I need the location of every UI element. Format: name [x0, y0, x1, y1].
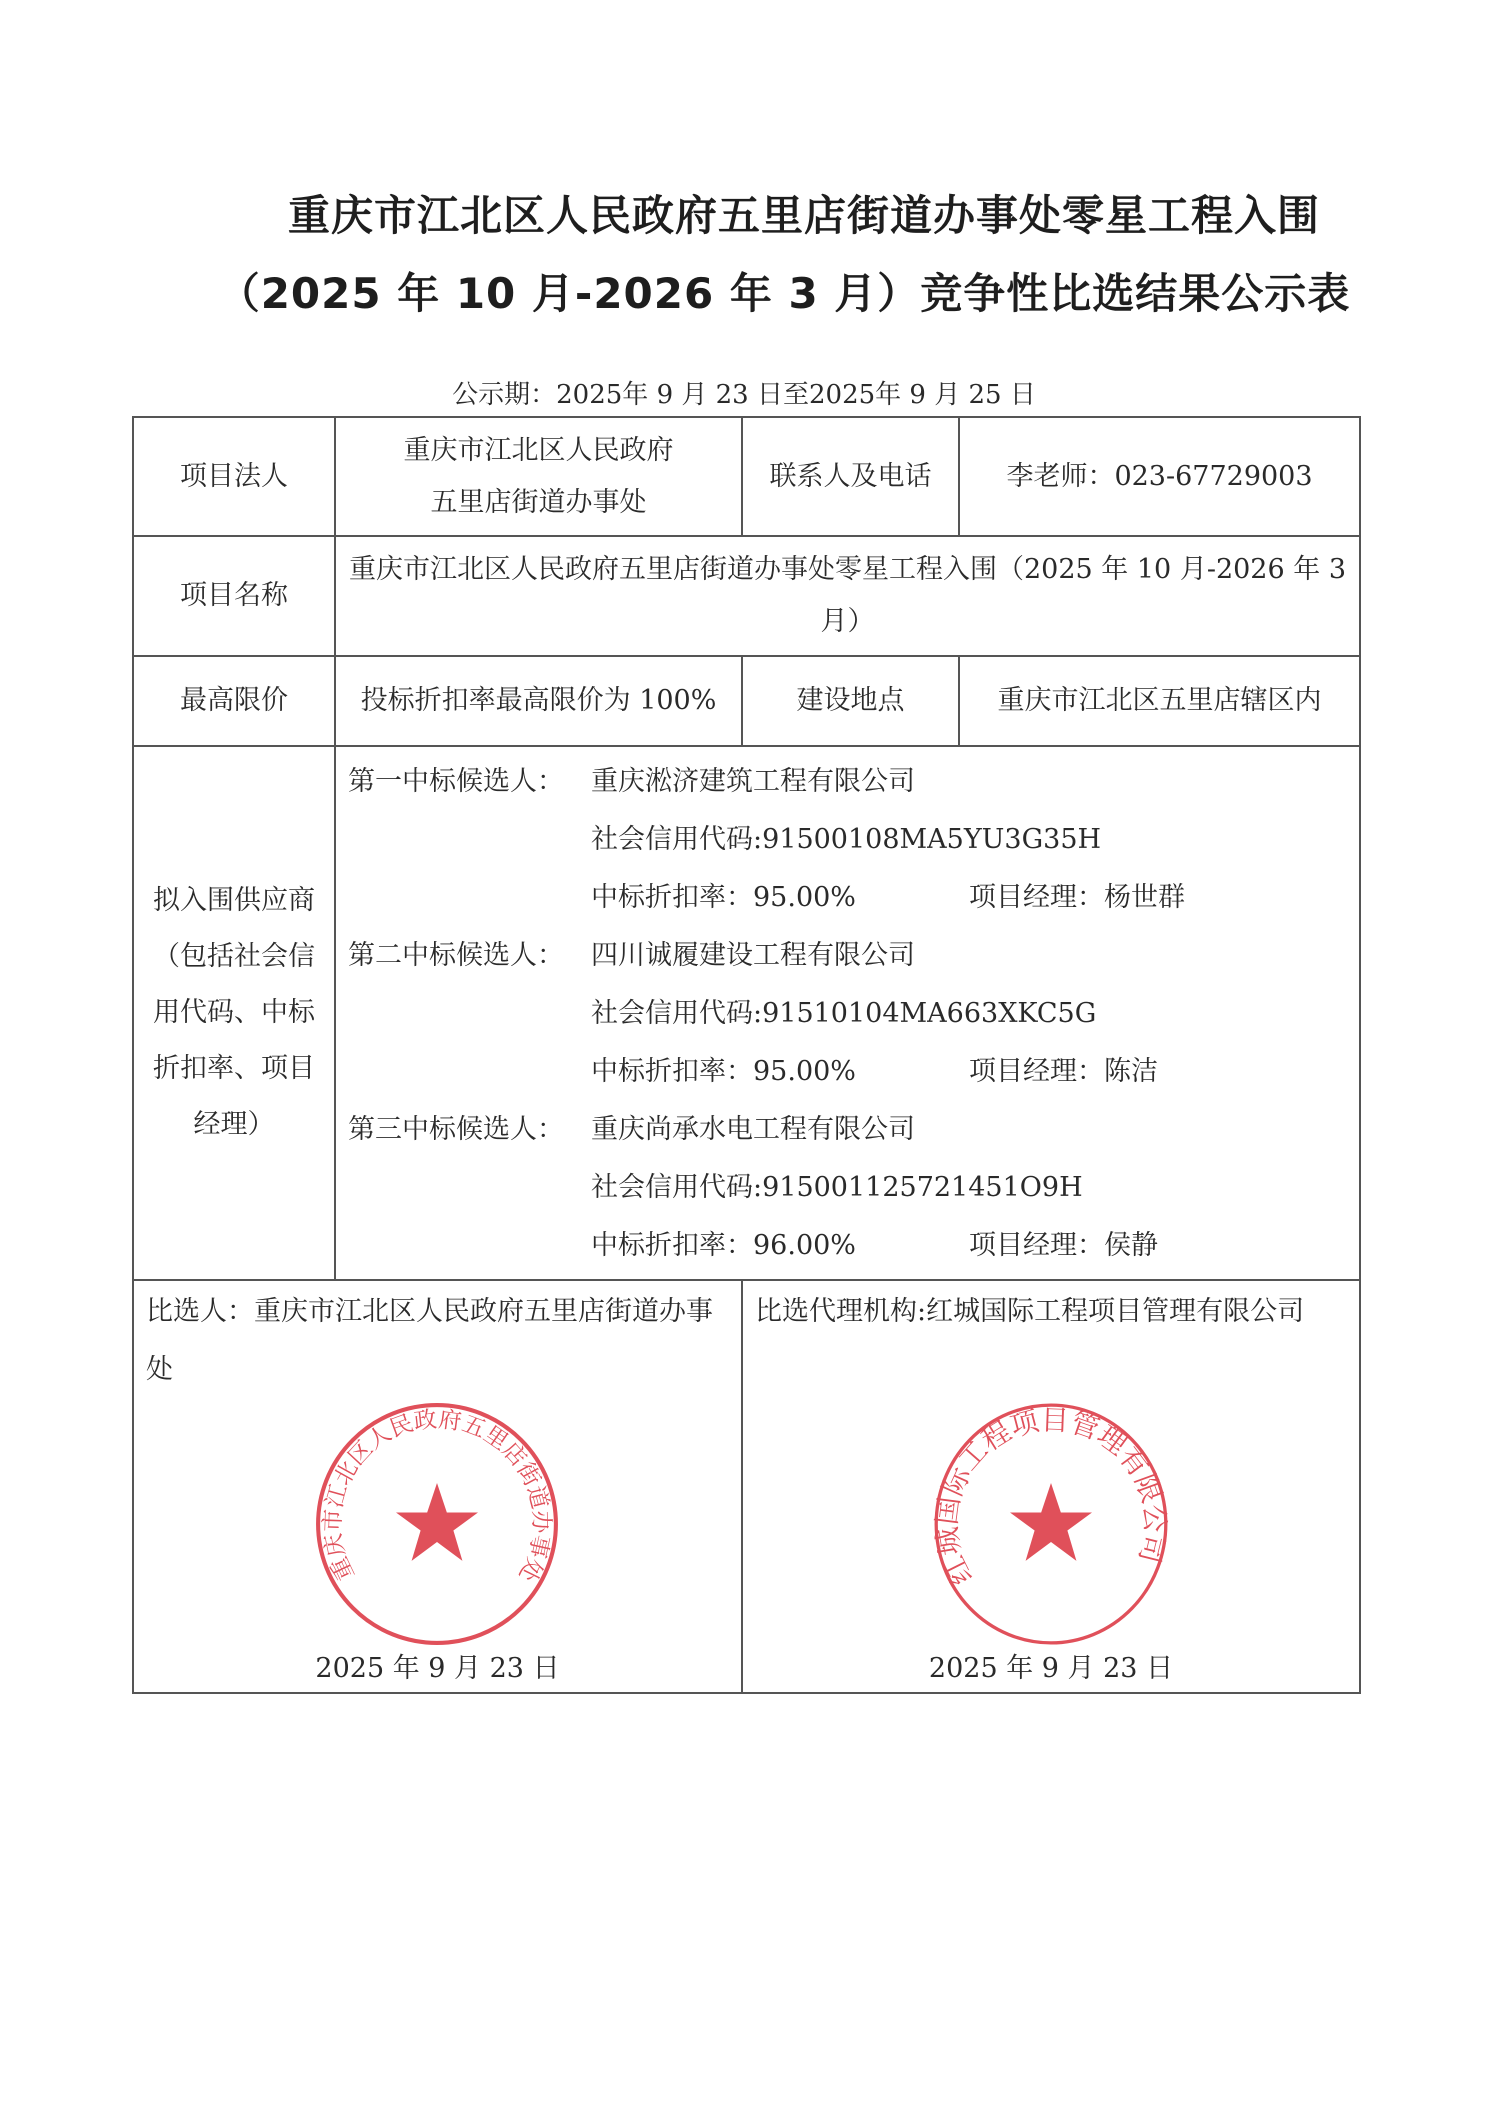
name-label: 项目名称 [133, 536, 335, 656]
agency-seal-text: 红城国际工程项目管理有限公司 [929, 1403, 1172, 1591]
doc-title-line2: （2025 年 10 月-2026 年 3 月）竞争性比选结果公示表 [217, 269, 1351, 318]
candidate-rank: 第三中标候选人： [348, 1114, 564, 1145]
candidate-rate: 中标折扣率：95.00% [591, 882, 856, 913]
doc-title-line1: 重庆市江北区人民政府五里店街道办事处零星工程入围 [287, 191, 1320, 240]
star-icon [1010, 1483, 1092, 1561]
site-value: 重庆市江北区五里店辖区内 [959, 656, 1360, 746]
candidate-manager: 项目经理：杨世群 [969, 882, 1185, 913]
agency-cell [742, 1280, 1360, 1693]
name-value: 重庆市江北区人民政府五里店街道办事处零星工程入围（2025 年 10 月-2026 年 3 月） [335, 536, 1360, 656]
candidate-company: 四川诚履建设工程有限公司 [591, 940, 915, 971]
candidate-company: 重庆尚承水电工程有限公司 [591, 1114, 915, 1145]
legal-value-line2: 五里店街道办事处 [430, 486, 647, 518]
candidate-code-row [336, 1159, 1359, 1217]
candidate-code-row [336, 985, 1359, 1043]
selector-seal [314, 1401, 560, 1647]
selector-text: 比选人：重庆市江北区人民政府五里店街道办事处 [146, 1296, 713, 1385]
candidate-row [336, 1101, 1359, 1159]
star-icon [396, 1483, 478, 1561]
candidate-credit-code: 社会信用代码:915001125721451O9H [591, 1172, 1083, 1203]
candidate-code-row [336, 811, 1359, 869]
candidate-rank: 第一中标候选人： [348, 766, 564, 797]
price-label: 最高限价 [133, 656, 335, 746]
candidate-rate: 中标折扣率：95.00% [591, 1056, 856, 1087]
candidate-credit-code: 社会信用代码:91510104MA663XKC5G [591, 998, 1097, 1029]
legal-label: 项目法人 [133, 417, 335, 536]
contact-label: 联系人及电话 [742, 417, 959, 536]
contact-value: 李老师：023-67729003 [959, 417, 1360, 536]
candidate-manager: 项目经理：陈洁 [969, 1056, 1158, 1087]
suppliers-label: 拟入围供应商（包括社会信用代码、中标折扣率、项目经理） [133, 746, 335, 1280]
candidate-company: 重庆淞济建筑工程有限公司 [591, 766, 915, 797]
publicity-period: 公示期：2025年 9 月 23 日至2025年 9 月 25 日 [452, 380, 1036, 410]
candidate-rate-row [336, 869, 1359, 927]
candidate-rate-row [336, 1217, 1359, 1275]
result-table [132, 416, 1361, 1694]
selector-date: 2025 年 9 月 23 日 [315, 1653, 560, 1684]
price-value: 投标折扣率最高限价为 100% [335, 656, 742, 746]
selector-seal-text: 重庆市江北区人民政府五里店街道办事处 [319, 1406, 554, 1586]
candidate-rate: 中标折扣率：96.00% [591, 1230, 856, 1261]
candidates-cell [335, 746, 1360, 1280]
legal-value [335, 417, 742, 536]
candidate-row [336, 753, 1359, 811]
agency-text: 比选代理机构:红城国际工程项目管理有限公司 [755, 1296, 1305, 1327]
legal-value-line1: 重庆市江北区人民政府 [403, 434, 674, 466]
candidate-credit-code: 社会信用代码:91500108MA5YU3G35H [591, 824, 1102, 855]
agency-date: 2025 年 9 月 23 日 [928, 1653, 1174, 1684]
agency-seal [928, 1401, 1174, 1647]
candidate-row [336, 927, 1359, 985]
candidate-rate-row [336, 1043, 1359, 1101]
candidate-manager: 项目经理：侯静 [969, 1230, 1158, 1261]
site-label: 建设地点 [742, 656, 959, 746]
candidate-rank: 第二中标候选人： [348, 940, 564, 971]
selector-cell [133, 1280, 742, 1693]
